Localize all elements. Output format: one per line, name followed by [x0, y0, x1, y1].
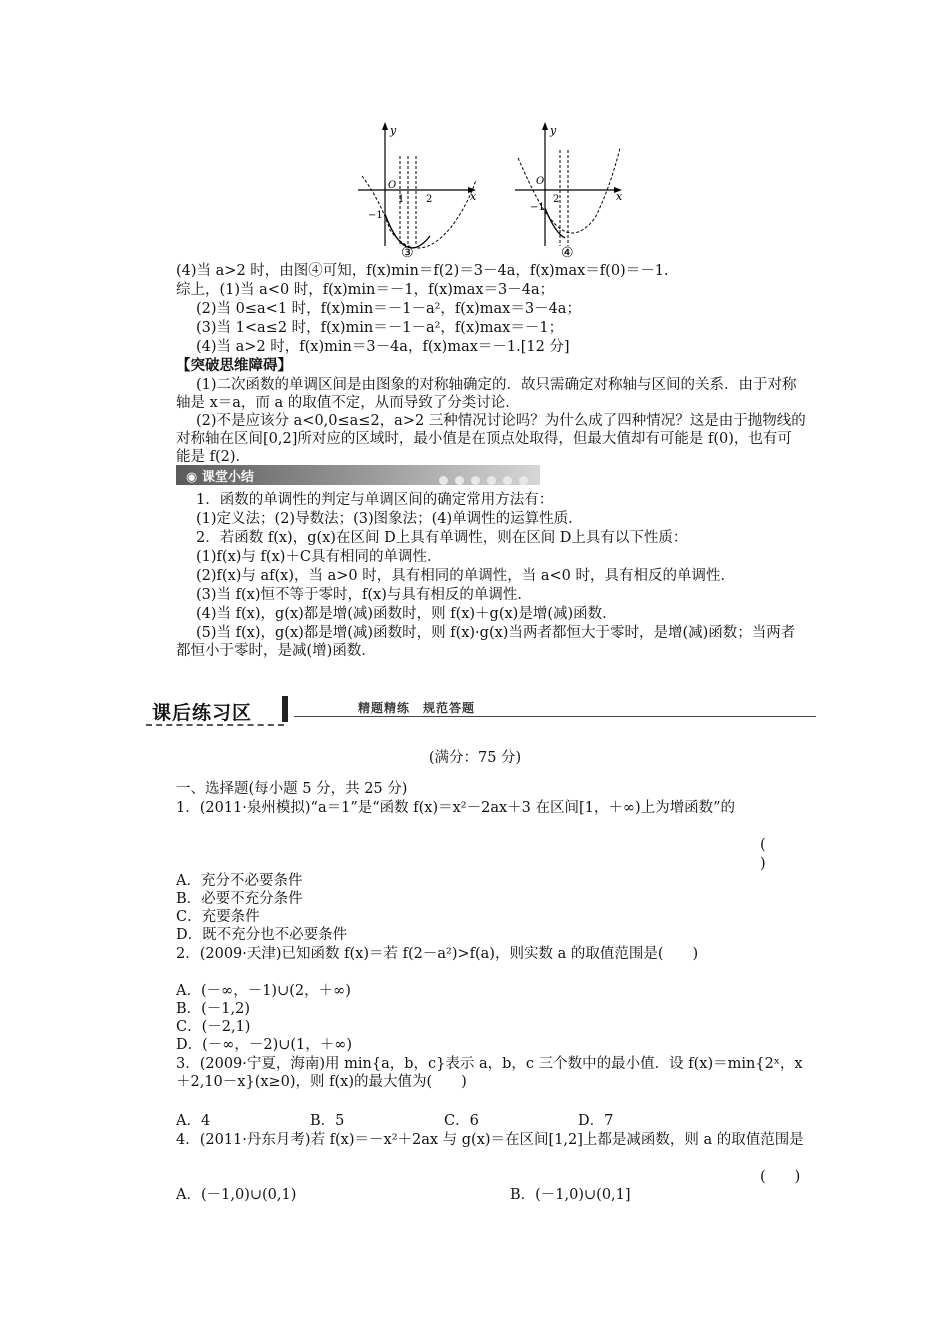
q1-paren-open: (	[760, 837, 766, 853]
graph-3	[358, 122, 477, 258]
g4-y-label: y	[550, 124, 557, 137]
summary-line-5: (2)f(x)与 af(x)，当 a>0 时，具有相同的单调性，当 a<0 时，具有相反的单调性．	[196, 568, 735, 584]
q3-option-b: B．5	[310, 1113, 345, 1129]
summary-line-8: (5)当 f(x)，g(x)都是增(减)函数时，则 f(x)·g(x)当两者都恒大于零时，是增(减)函数；当两者都恒小于零时，是减(增)函数．	[176, 625, 796, 659]
g4-number: ④	[561, 245, 574, 258]
q1-option-c: C．充要条件	[176, 909, 260, 925]
q1-paren-close: )	[760, 856, 766, 872]
solution-line-5: (4)当 a>2 时，f(x)min＝3－4a，f(x)max＝－1.[12 分]	[196, 339, 570, 355]
q1-option-d: D．既不充分也不必要条件	[176, 927, 348, 943]
q4-option-a: A．(－1,0)∪(0,1)	[176, 1187, 297, 1203]
q3-stem: 3．(2009·宁夏，海南)用 min{a，b，c}表示 a，b，c 三个数中的最小值．设 f(x)＝min{2ˣ，x＋2,10－x}(x≥0)，则 f(x)的最大值为( )	[176, 1056, 803, 1090]
summary-banner-title: ◉ 课堂小结	[186, 470, 254, 485]
q4-paren: ( )	[760, 1169, 801, 1185]
q4-option-b: B．(－1,0)∪(0,1]	[510, 1187, 631, 1203]
question-section-heading: 一、选择题(每小题 5 分，共 25 分)	[176, 781, 408, 797]
summary-line-6: (3)当 f(x)恒不等于零时，f(x)与具有相反的单调性．	[196, 587, 532, 603]
title-underline	[146, 724, 284, 726]
summary-banner	[176, 465, 540, 485]
g3-origin-label: O	[388, 180, 397, 191]
q1-option-b: B．必要不充分条件	[176, 891, 303, 907]
g3-number: ③	[401, 245, 414, 258]
q3-option-d: D．7	[578, 1113, 614, 1129]
summary-line-4: (1)f(x)与 f(x)＋C具有相同的单调性．	[196, 549, 442, 565]
q3-option-c: C．6	[444, 1113, 479, 1129]
practice-section-title: 课后练习区	[152, 702, 253, 724]
q1-stem: 1．(2011·泉州模拟)“a＝1”是“函数 f(x)＝x²－2ax＋3 在区间[1，＋∞)上为增函数”的	[176, 800, 736, 816]
g3-tick2: 2	[426, 194, 433, 205]
full-score: (满分：75 分)	[428, 750, 522, 766]
q2-option-a: A．(－∞，－1)∪(2，＋∞)	[176, 983, 351, 999]
g3-y-label: y	[390, 124, 397, 137]
g3-x-label: x	[470, 190, 477, 203]
parabola-graphs-svg	[340, 118, 640, 258]
summary-line-7: (4)当 f(x)，g(x)都是增(减)函数时，则 f(x)＋g(x)是增(减)函数．	[196, 606, 617, 622]
parabola-figures	[340, 118, 640, 258]
header-rule	[294, 716, 816, 717]
breakthrough-para-2: (2)不是应该分 a<0,0≤a≤2，a>2 三种情况讨论吗？为什么成了四种情况？这是由于抛物线的对称轴在区间[0,2]所对应的区域时，最小值是在顶点处取得，但最大值却有可能是 f(0)，也有可能是 f(2)．	[176, 413, 806, 465]
title-bar	[282, 696, 288, 722]
q1-option-a: A．充分不必要条件	[176, 873, 303, 889]
g4-tick2: 2	[553, 194, 560, 205]
g3-tick1: 1	[398, 194, 405, 205]
summary-line-2: (1)定义法；(2)导数法；(3)图象法；(4)单调性的运算性质．	[196, 511, 583, 527]
practice-section-header	[146, 696, 816, 730]
q2-option-b: B．(－1,2)	[176, 1001, 251, 1017]
g3-neg1: −1	[368, 210, 383, 221]
g4-origin-label: O	[536, 176, 545, 187]
q4-stem: 4．(2011·丹东月考)若 f(x)＝－x²＋2ax 与 g(x)＝在区间[1,2]上都是减函数，则 a 的取值范围是	[176, 1132, 804, 1148]
solution-line-3: (2)当 0≤a<1 时，f(x)min＝－1－a²，f(x)max＝3－4a；	[196, 301, 581, 317]
practice-section-subtitle: 精题精练 规范答题	[358, 701, 476, 715]
breakthrough-para-1: (1)二次函数的单调区间是由图象的对称轴确定的．故只需确定对称轴与区间的关系．由于对称轴是 x＝a，而 a 的取值不定，从而导致了分类讨论．	[176, 377, 797, 411]
breakthrough-heading: 【突破思维障碍】	[176, 357, 292, 374]
summary-line-1: 1．函数的单调性的判定与单调区间的确定常用方法有：	[196, 492, 554, 508]
solution-line-4: (3)当 1<a≤2 时，f(x)min＝－1－a²，f(x)max＝－1；	[196, 320, 564, 336]
g4-x-label: x	[616, 190, 623, 203]
solution-line-2: 综上，(1)当 a<0 时，f(x)min＝－1，f(x)max＝3－4a；	[176, 282, 555, 298]
g4-neg1: −1	[530, 202, 545, 213]
solution-line-1: (4)当 a>2 时，由图④可知，f(x)min＝f(2)＝3－4a，f(x)max＝f(0)＝－1.	[176, 263, 669, 279]
q2-stem: 2．(2009·天津)已知函数 f(x)＝若 f(2－a²)>f(a)，则实数 a 的取值范围是( )	[176, 946, 699, 962]
q3-option-a: A．4	[176, 1113, 211, 1129]
banner-dots	[432, 470, 528, 489]
graph-4	[515, 122, 623, 258]
q2-option-d: D．(－∞，－2)∪(1，＋∞)	[176, 1037, 353, 1053]
q2-option-c: C．(－2,1)	[176, 1019, 251, 1035]
summary-line-3: 2．若函数 f(x)，g(x)在区间 D上具有单调性，则在区间 D上具有以下性质：	[196, 530, 688, 546]
